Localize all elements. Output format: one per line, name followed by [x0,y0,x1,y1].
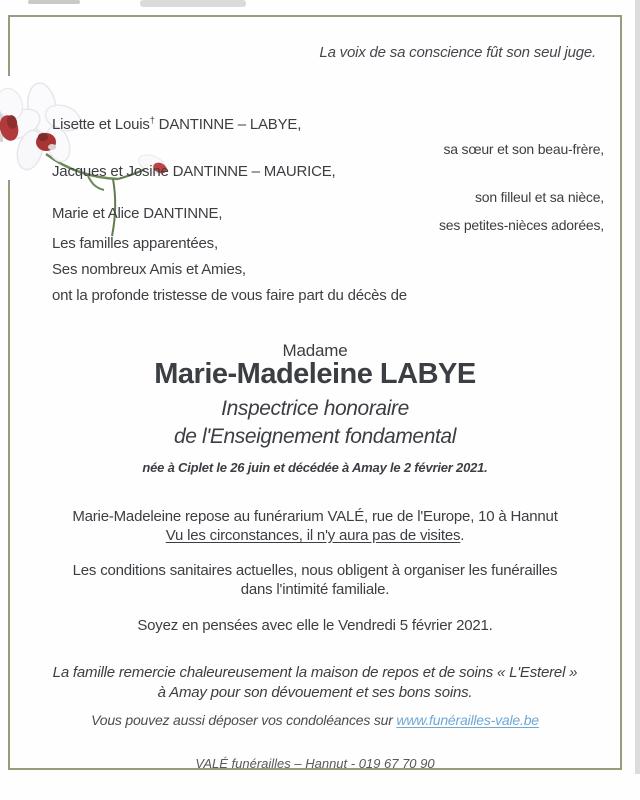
condolences-text: Vous pouvez aussi déposer vos condoléances sur [91,712,393,728]
no-visits-line [8,527,622,544]
scan-smudge-artifact [140,0,246,7]
relation-line-2: son filleul et sa nièce, [474,189,604,205]
mourner-line-2: Jacques et Josine DANTINNE – MAURICE, [52,163,336,180]
scan-smudge-artifact [28,0,80,4]
scan-edge-artifact [635,0,640,774]
deceased-role-line-1: Inspectrice honoraire [221,397,409,420]
mourner-line-3: Marie et Alice DANTINNE, [52,205,223,222]
mourner-line-1 [52,115,301,133]
thanks-line-2: à Amay pour son dévouement et ses bons soins. [157,684,473,701]
no-visits-underlined-text: Vu les circonstances, il n'y aura pas de visites [165,527,461,544]
repose-location-line: Marie-Madeleine repose au funérarium VALÉ, rue de l'Europe, 10 à Hannut [72,508,558,525]
deceased-name: Marie-Madeleine LABYE [154,358,476,390]
life-dates-line: née à Ciplet le 26 juin et décédée à Amay le 2 février 2021. [142,460,488,475]
thoughts-date-line: Soyez en pensées avec elle le Vendredi 5 février 2021. [137,617,493,634]
announcement-line: ont la profonde tristesse de vous faire part du décès de [52,287,407,304]
deceased-role-line-2: de l'Enseignement fondamental [174,425,456,448]
relation-line-3: ses petites-nièces adorées, [438,217,604,233]
family-line-2: Ses nombreux Amis et Amies, [52,261,246,278]
deceased-title: Madame [282,341,348,360]
condolences-line [8,712,622,728]
funeral-home-footer: VALÉ funérailles – Hannut - 019 67 70 90 [195,756,435,771]
condolences-website-link[interactable]: www.funérailles-vale.be [396,712,539,728]
family-line-1: Les familles apparentées, [52,235,218,252]
relation-line-1: sa sœur et son beau-frère, [443,141,604,157]
mourner-1-names: Lisette et Louis [52,116,150,133]
conditions-line-2: dans l'intimité familiale. [240,581,390,598]
conditions-line-1: Les conditions sanitaires actuelles, nous obligent à organiser les funérailles [72,562,558,579]
mourner-1-surname: DANTINNE – LABYE, [154,116,302,133]
no-visits-period: . [460,527,465,544]
thanks-line-1: La famille remercie chaleureusement la maison de repos et de soins « L'Esterel » [52,664,578,681]
epigraph-quote: La voix de sa conscience fût son seul juge. [319,44,596,61]
deceased-dagger-mark: † [149,115,155,125]
